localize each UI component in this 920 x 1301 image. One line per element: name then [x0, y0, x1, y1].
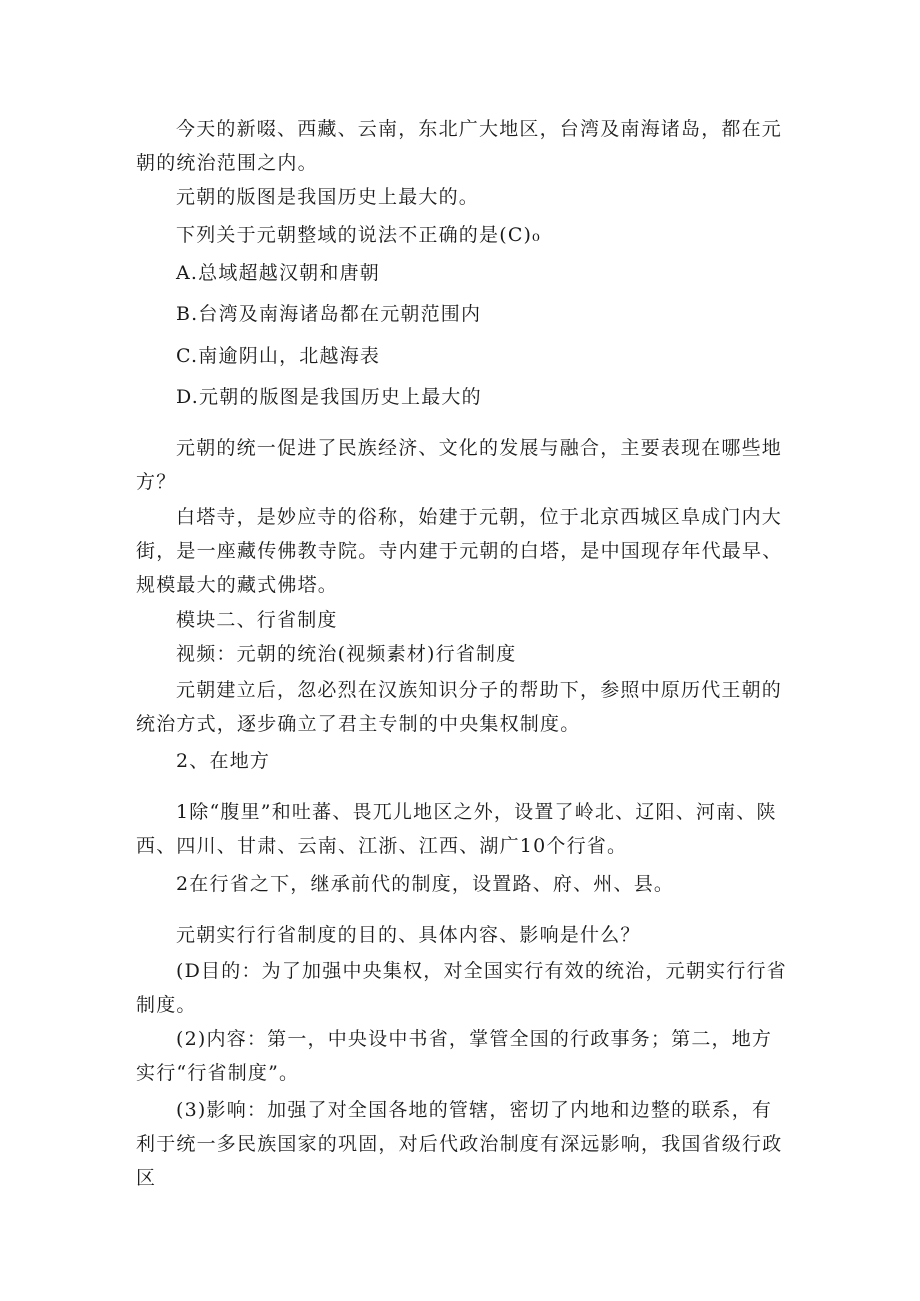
paragraph-yuan-establishment: 元朝建立后，忽必烈在汉族知识分子的帮助下，参照中原历代王朝的统治方式，逐步确立了君主专制的中央集权制度。	[136, 679, 783, 735]
answer-content: (2)内容：第一，中央设中书省，掌管全国的行政事务；第二，地方实行“行省制度”。	[136, 1028, 773, 1084]
option-c: C.南逾阴山，北越海表	[176, 345, 381, 367]
option-a: A.总域超越汉朝和唐朝	[176, 262, 380, 284]
paragraph-largest-territory: 元朝的版图是我国历史上最大的。	[176, 186, 480, 208]
paragraph-below-provinces: 2在行省之下，继承前代的制度，设置路、府、州、县。	[176, 873, 675, 895]
question-province-system: 元朝实行行省制度的目的、具体内容、影响是什么？	[176, 924, 641, 946]
paragraph-white-pagoda: 白塔寺，是妙应寺的俗称，始建于元朝，位于北京西城区阜成门内大街，是一座藏传佛教寺院。寺内建于元朝的白塔，是中国现存年代最早、规模最大的藏式佛塔。	[136, 506, 783, 596]
answer-impact: (3)影响：加强了对全国各地的管辖，密切了内地和边整的联系，有利于统一多民族国家的巩固，对后代政治制度有深远影响，我国省级行政区	[136, 1099, 783, 1189]
section-heading-module-two: 模块二、行省制度	[176, 609, 338, 631]
question-stem: 下列关于元朝整域的说法不正确的是(C)₀	[176, 224, 541, 246]
paragraph-provinces: 1除“腹里”和吐蕃、畏兀儿地区之外，设置了岭北、辽阳、河南、陕西、四川、甘肃、云南、江浙、江西、湖广10个行省。	[136, 801, 777, 857]
option-b: B.台湾及南海诸岛都在元朝范围内	[176, 303, 482, 325]
answer-purpose: (D目的：为了加强中央集权，对全国实行有效的统治，元朝实行行省制度。	[136, 960, 787, 1016]
paragraph-territory: 今天的新啜、西藏、云南，东北广大地区，台湾及南海诸岛，都在元朝的统治范围之内。	[136, 118, 783, 174]
option-d: D.元朝的版图是我国历史上最大的	[176, 386, 482, 408]
paragraph-ethnic-integration: 元朝的统一促进了民族经济、文化的发展与融合，主要表现在哪些地方？	[136, 437, 783, 493]
subheading-local: 2、在地方	[176, 750, 271, 772]
paragraph-video-note: 视频：元朝的统治(视频素材)行省制度	[176, 643, 517, 665]
